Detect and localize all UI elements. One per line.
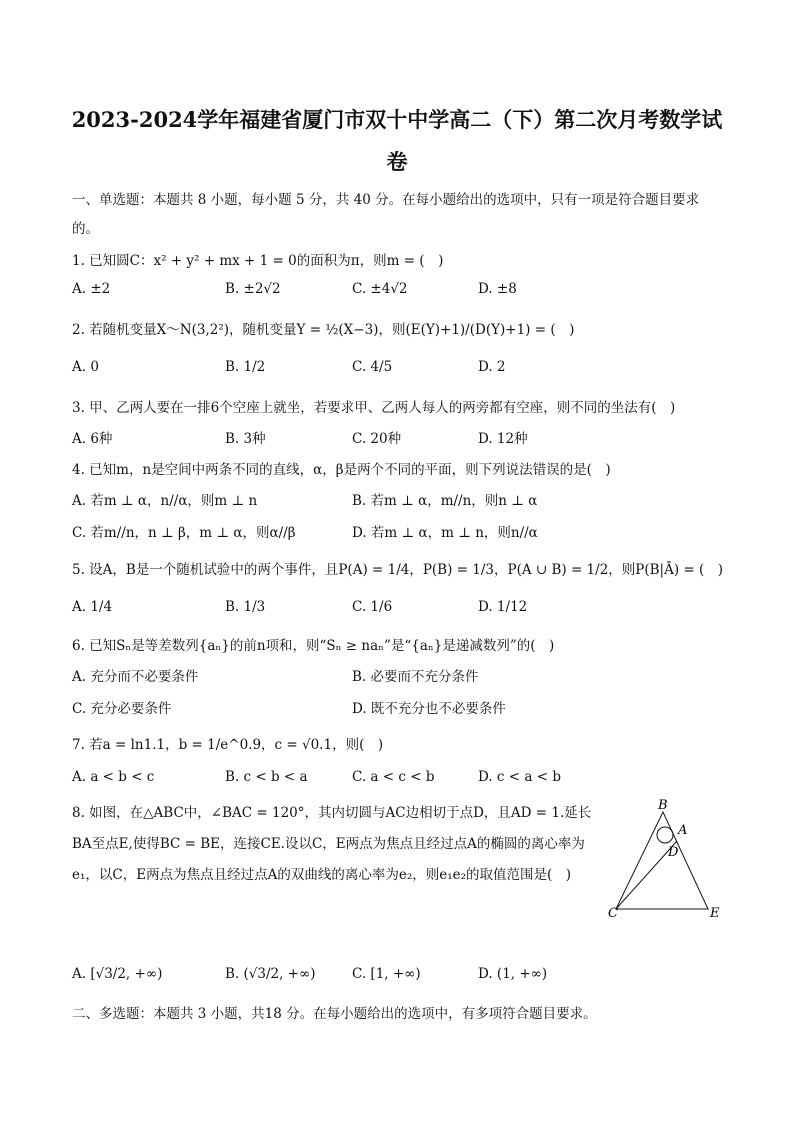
q1-option-d: D. ±8 (478, 281, 517, 297)
section1-heading: 一、单选题：本题共 8 小题，每小题 5 分，共 40 分。在每小题给出的选项中，只有一项是符合题目要求 (72, 192, 700, 208)
question-8-stem-line3: e₁，以C，E两点为焦点且经过点A的双曲线的离心率为e₂，则e₁e₂的取值范围是( ) (72, 867, 572, 883)
page-title-line1: 2023-2024学年福建省厦门市双十中学高二（下）第二次月考数学试 (71, 107, 723, 132)
q6-option-a: A. 充分而不必要条件 (72, 669, 199, 685)
question-6-stem: 6. 已知Sₙ是等差数列{aₙ}的前n项和，则“Sₙ ≥ naₙ”是“{aₙ}是递减数列”的( ) (72, 638, 555, 654)
question-2-stem: 2. 若随机变量X～N(3,2²)，随机变量Y = ½(X−3)，则(E(Y)+1)/(D(Y)+1) = ( ) (72, 322, 575, 338)
q2-option-a: A. 0 (72, 359, 99, 375)
q8-option-b: B. (√3/2, +∞) (225, 966, 316, 982)
q2-option-b: B. 1/2 (225, 359, 266, 375)
question-1-stem: 1. 已知圆C：x² + y² + mx + 1 = 0的面积为π，则m = ( ) (72, 253, 444, 269)
question-5-stem: 5. 设A，B是一个随机试验中的两个事件，且P(A) = 1/4，P(B) = 1/3，P(A ∪ B) = 1/2，则P(B|Ā) = ( ) (72, 562, 724, 578)
question-8-stem-line1: 8. 如图，在△ABC中，∠BAC = 120°，其内切圆与AC边相切于点D，且AD = 1.延长 (72, 805, 592, 821)
q3-option-b: B. 3种 (225, 431, 266, 447)
q1-option-a: A. ±2 (72, 281, 111, 297)
q5-option-d: D. 1/12 (478, 599, 528, 615)
label-b: B (658, 798, 668, 813)
q6-option-c: C. 充分必要条件 (72, 701, 172, 717)
q7-option-b: B. c < b < a (225, 769, 308, 785)
q3-option-a: A. 6种 (72, 431, 113, 447)
q8-option-d: D. (1, +∞) (478, 966, 548, 982)
q4-option-d: D. 若m ⊥ α，m ⊥ n，则n//α (352, 525, 538, 541)
q5-option-a: A. 1/4 (72, 599, 113, 615)
section2-heading: 二、多选题：本题共 3 小题，共18 分。在每小题给出的选项中，有多项符合题目要求。 (72, 1006, 597, 1022)
q7-option-d: D. c < a < b (478, 769, 561, 785)
label-d: D (668, 845, 679, 860)
section1-heading-cont: 的。 (72, 221, 99, 237)
q8-option-c: C. [1, +∞) (352, 966, 421, 982)
q6-option-d: D. 既不充分也不必要条件 (352, 701, 506, 717)
q1-option-b: B. ±2√2 (225, 281, 281, 297)
question-4-stem: 4. 已知m，n是空间中两条不同的直线，α，β是两个不同的平面，则下列说法错误的是( ) (72, 462, 611, 478)
label-c: C (608, 906, 618, 920)
q3-option-c: C. 20种 (352, 431, 402, 447)
page-title-line2: 卷 (386, 149, 408, 174)
q3-option-d: D. 12种 (478, 431, 528, 447)
q1-option-c: C. ±4√2 (352, 281, 408, 297)
question-3-stem: 3. 甲、乙两人要在一排6个空座上就坐，若要求甲、乙两人每人的两旁都有空座，则不同的坐法有( ) (72, 400, 676, 416)
q2-option-c: C. 4/5 (352, 359, 393, 375)
label-a: A (678, 823, 688, 838)
q4-option-b: B. 若m ⊥ α，m//n，则n ⊥ α (352, 493, 538, 509)
q7-option-c: C. a < c < b (352, 769, 435, 785)
q5-option-b: B. 1/3 (225, 599, 266, 615)
question-7-stem: 7. 若a = ln1.1，b = 1/e^0.9，c = √0.1，则( ) (72, 737, 384, 753)
q2-option-d: D. 2 (478, 359, 506, 375)
label-e: E (710, 906, 720, 920)
question-8-stem-line2: BA至点E,使得BC = BE，连接CE.设以C，E两点为焦点且经过点A的椭圆的离心率为 (72, 836, 585, 852)
triangle-figure (606, 796, 726, 920)
q4-option-c: C. 若m//n，n ⊥ β，m ⊥ α，则α//β (72, 525, 296, 541)
incircle (657, 827, 673, 843)
q8-option-a: A. [√3/2, +∞) (72, 966, 163, 982)
q6-option-b: B. 必要而不充分条件 (352, 669, 479, 685)
q5-option-c: C. 1/6 (352, 599, 393, 615)
q4-option-a: A. 若m ⊥ α，n//α，则m ⊥ n (72, 493, 258, 509)
triangle-bce (616, 812, 708, 909)
q7-option-a: A. a < b < c (72, 769, 155, 785)
